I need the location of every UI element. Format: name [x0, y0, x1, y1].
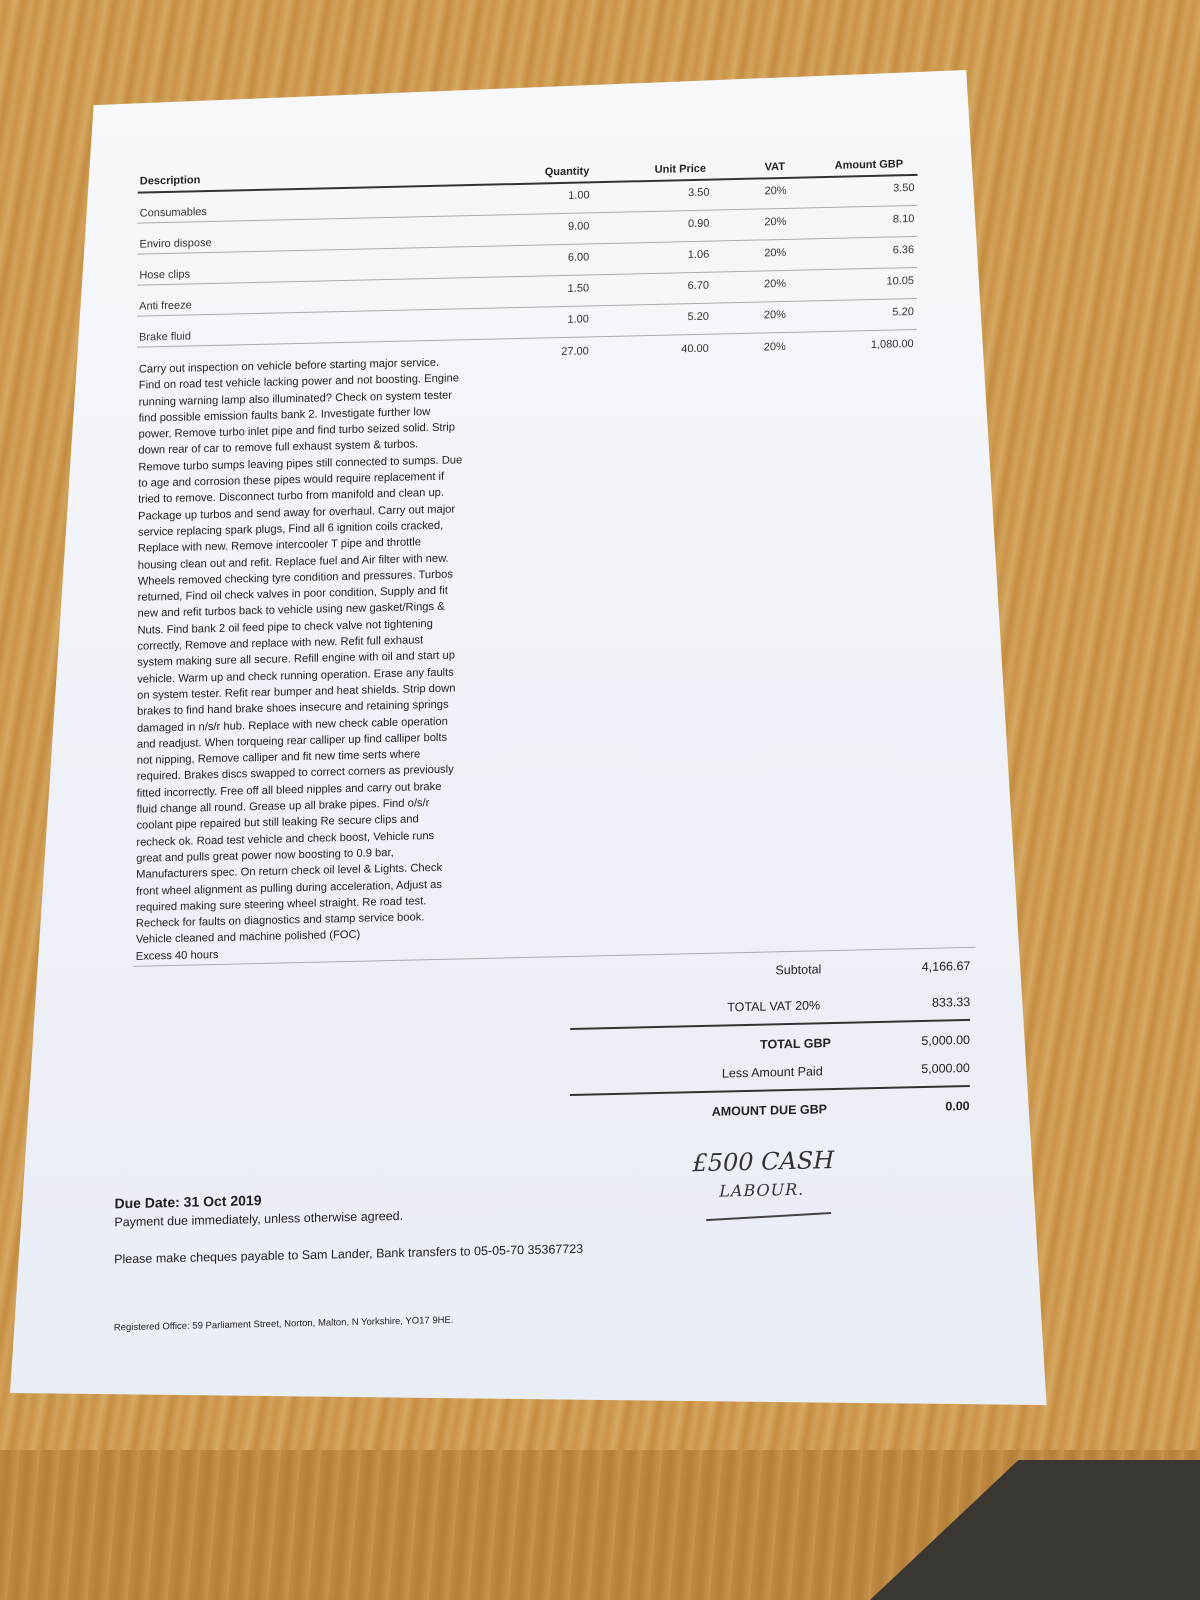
header-description: Description: [139, 174, 201, 188]
registered-office: Registered Office: 59 Parliament Street, Norton, Malton, N Yorkshire, YO17 9HE.: [113, 1314, 454, 1334]
row-description: Consumables: [139, 206, 207, 220]
payment-terms: Payment due immediately, unless otherwise agreed.: [114, 1208, 404, 1230]
row-quantity: 6.00: [567, 251, 590, 264]
invoice-content: [113, 132, 971, 1334]
subtotal-label: Subtotal: [775, 962, 822, 978]
amount-paid-value: 5,000.00: [921, 1060, 970, 1077]
vat-total-label: TOTAL VAT 20%: [727, 998, 821, 1015]
handwritten-line-1: £500 CASH: [692, 1146, 835, 1178]
row-vat: 20%: [764, 246, 787, 260]
row-description: Anti freeze: [139, 299, 192, 313]
handwritten-underline: [706, 1212, 831, 1221]
amount-due-label: AMOUNT DUE GBP: [711, 1102, 828, 1119]
row-amount: 5.20: [892, 306, 914, 319]
cheque-instructions: Please make cheques payable to Sam Lander, Bank transfers to 05-05-70 35367723: [114, 1241, 584, 1267]
row-unit-price: 3.50: [688, 186, 710, 200]
header-amount: Amount GBP: [834, 158, 904, 172]
total-gbp-value: 5,000.00: [921, 1032, 971, 1049]
row-unit-price: 5.20: [687, 310, 709, 324]
header-quantity: Quantity: [544, 165, 590, 179]
row-vat: 20%: [764, 215, 787, 229]
row-amount: 8.10: [892, 212, 915, 226]
header-vat: VAT: [764, 160, 786, 174]
amount-due-rule: [570, 1085, 970, 1096]
due-date: Due Date: 31 Oct 2019: [114, 1192, 262, 1212]
row-vat: 20%: [764, 184, 787, 198]
row-unit-price: 1.06: [687, 248, 710, 262]
row-vat: 20%: [764, 277, 787, 291]
row-quantity: 9.00: [567, 220, 590, 233]
row-unit-price: 0.90: [687, 217, 710, 231]
row-quantity: 1.50: [567, 282, 590, 295]
subtotal-value: 4,166.67: [921, 958, 971, 975]
row-vat: 20%: [763, 308, 786, 322]
header-unit-price: Unit Price: [654, 162, 707, 176]
row-amount: 10.05: [886, 275, 915, 288]
labour-amount: 1,080.00: [870, 338, 914, 352]
row-quantity: 1.00: [568, 189, 590, 202]
totals-rule: [570, 1019, 970, 1030]
handwritten-line-2: LABOUR.: [719, 1179, 805, 1201]
labour-vat: 20%: [763, 340, 786, 354]
total-gbp-label: TOTAL GBP: [760, 1036, 831, 1052]
row-description: Enviro dispose: [139, 236, 212, 251]
labour-description: Carry out inspection on vehicle before starting major service. Find on road test vehicle lacking power and not boosting. Engine running warning lamp also illuminated? Check on system tester find possible emission faults bank 2. Investigate further low power, Remove turbo inlet pipe and find turbo seized solid. Strip down rear of car to remove full exhaust system & turbos. Remove turbo sumps leaving pipes still connected to sumps. Due to age and corrosion these pipes would require replacement if tried to remove. Disconnect turbo from manifold and clean up. Package up turbos and send away for overhaul. Carry out major service replacing spark plugs, Find all 6 ignition coils cracked, Replace with new. Remove intercooler T pipe and throttle housing clean out and refit. Replace fuel and Air filter with new. Wheels removed checking tyre condition and pressures. Turbos returned, Find oil check valves in poor condition, Supply and fit new and refit turbos back to vehicle using new gasket/Rings & Nuts. Find bank 2 oil feed pipe to check valve not tightening correctly, Remove and replace with new. Refit full exhaust system making sure all secure. Refill engine with oil and start up vehicle. Warm up and check running operation. Erase any faults on system tester. Refit rear bumper and heat shields. Strip down brakes to find hand brake shoes insecure and retaining springs damaged in n/s/r hub. Replace with new check cable operation and readjust. When torqueing rear calliper up find calliper bolts not nipping, Remove calliper and fit new time serts where required. Brakes discs swapped to correct corners as previously fitted incorrectly. Free off all bleed nipples and carry out brake fluid change all round. Grease up all brake pipes. Find o/s/r coolant pipe repaired but still leaking Re secure clips and recheck ok. Road test vehicle and check boost, Vehicle runs great and pulls great power now boosting to 0.9 bar, Manufacturers spec. On return check oil level & Lights. Check front wheel alignment as pulling during acceleration, Adjust as required making sure steering wheel straight. Re road test. Recheck for faults on diagnostics and stamp service book. Vehicle cleaned and machine polished (FOC) Excess 40 hours: [135, 356, 463, 963]
row-description: Hose clips: [139, 268, 191, 282]
row-rule: [137, 329, 917, 348]
amount-due-value: 0.00: [945, 1098, 970, 1114]
row-amount: 6.36: [892, 244, 915, 257]
row-amount: 3.50: [893, 181, 915, 195]
vat-total-value: 833.33: [931, 994, 971, 1010]
row-unit-price: 6.70: [687, 279, 710, 293]
row-description: Brake fluid: [138, 330, 192, 344]
labour-quantity: 27.00: [561, 345, 589, 359]
amount-paid-label: Less Amount Paid: [721, 1064, 823, 1081]
row-quantity: 1.00: [567, 313, 589, 326]
labour-unit-price: 40.00: [681, 342, 709, 356]
